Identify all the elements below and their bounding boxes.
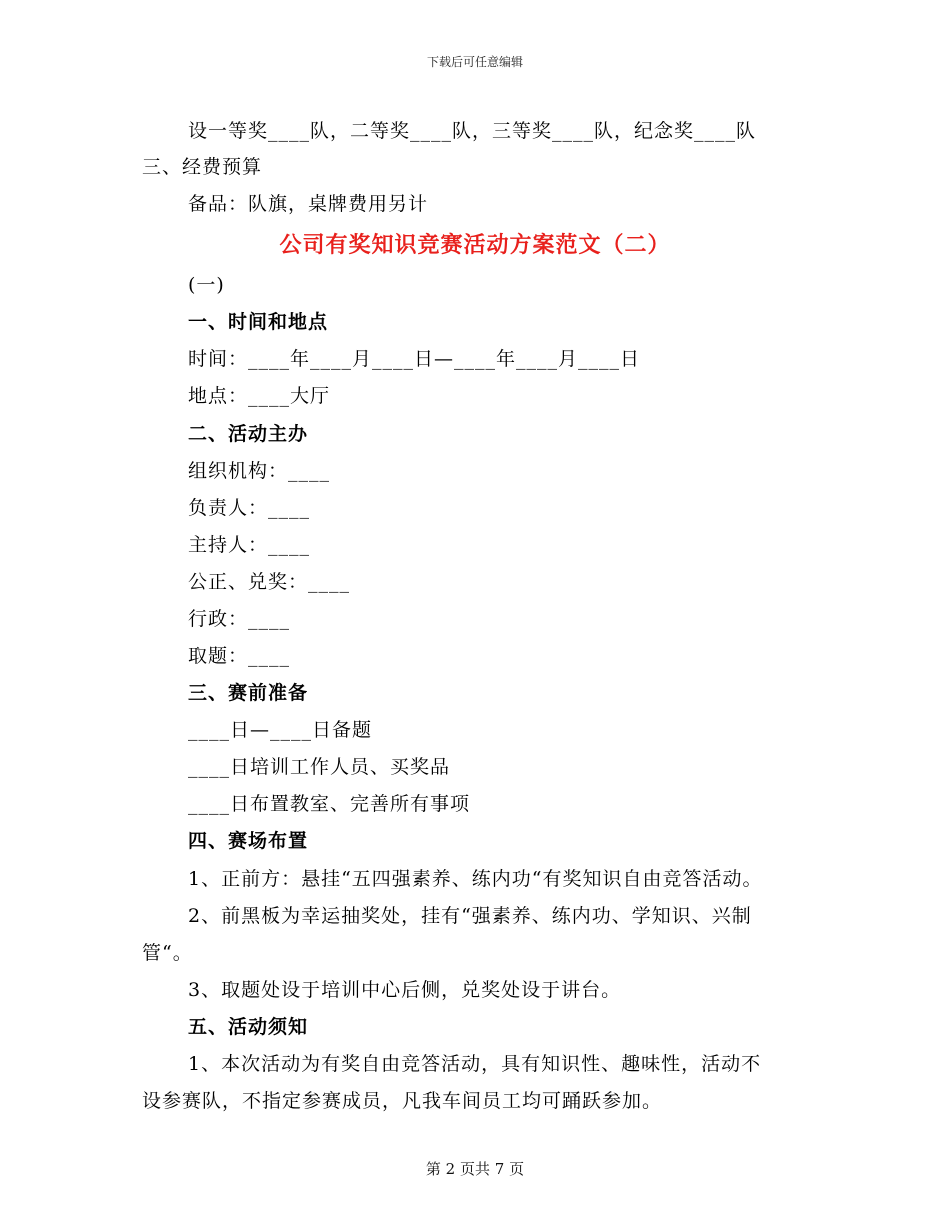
heading-preparation: 三、赛前准备 — [188, 682, 309, 704]
venue-line-2-cont: 管“。 — [142, 942, 193, 964]
admin-line: 行政：____ — [188, 608, 291, 630]
document-title: 公司有奖知识竞赛活动方案范文（二） — [279, 232, 671, 258]
notice-line-1: 1、本次活动为有奖自由竞答活动，具有知识性、趣味性，活动不 — [188, 1053, 762, 1075]
venue-line-1: 1、正前方：悬挂“五四强素养、练内功“有奖知识自由竞答活动。 — [188, 868, 763, 890]
supplies-line: 备品：队旗，桌牌费用另计 — [188, 193, 429, 215]
page-footer: 第 2 页共 7 页 — [425, 1160, 525, 1178]
heading-time-place: 一、时间和地点 — [188, 311, 329, 333]
notice-line-1-cont: 设参赛队，不指定参赛成员，凡我车间员工均可踊跃参加。 — [142, 1090, 663, 1112]
question-pick-line: 取题：____ — [188, 645, 291, 667]
notary-line: 公正、兑奖：____ — [188, 571, 351, 593]
budget-heading: 三、经费预算 — [142, 156, 263, 178]
organization-line: 组织机构：____ — [188, 460, 331, 482]
prep-line-2: ____日培训工作人员、买奖品 — [188, 756, 451, 778]
venue-line-2: 2、前黑板为幸运抽奖处，挂有“强素养、练内功、学知识、兴制 — [188, 905, 752, 927]
host-line: 主持人：____ — [188, 534, 311, 556]
prep-line-3: ____日布置教室、完善所有事项 — [188, 793, 471, 815]
heading-notice: 五、活动须知 — [188, 1016, 309, 1038]
prep-line-1: ____日—____日备题 — [188, 719, 373, 741]
time-line: 时间：____年____月____日—____年____月____日 — [188, 348, 641, 370]
heading-venue: 四、赛场布置 — [188, 830, 309, 852]
venue-line-3: 3、取题处设于培训中心后侧，兑奖处设于讲台。 — [188, 979, 622, 1001]
page-header: 下载后可任意编辑 — [426, 55, 523, 69]
section-marker: (一) — [188, 274, 225, 296]
person-in-charge-line: 负责人：____ — [188, 497, 311, 519]
heading-organizer: 二、活动主办 — [188, 423, 309, 445]
award-line: 设一等奖____队，二等奖____队，三等奖____队，纪念奖____队 — [188, 120, 757, 142]
place-line: 地点：____大厅 — [188, 385, 331, 407]
